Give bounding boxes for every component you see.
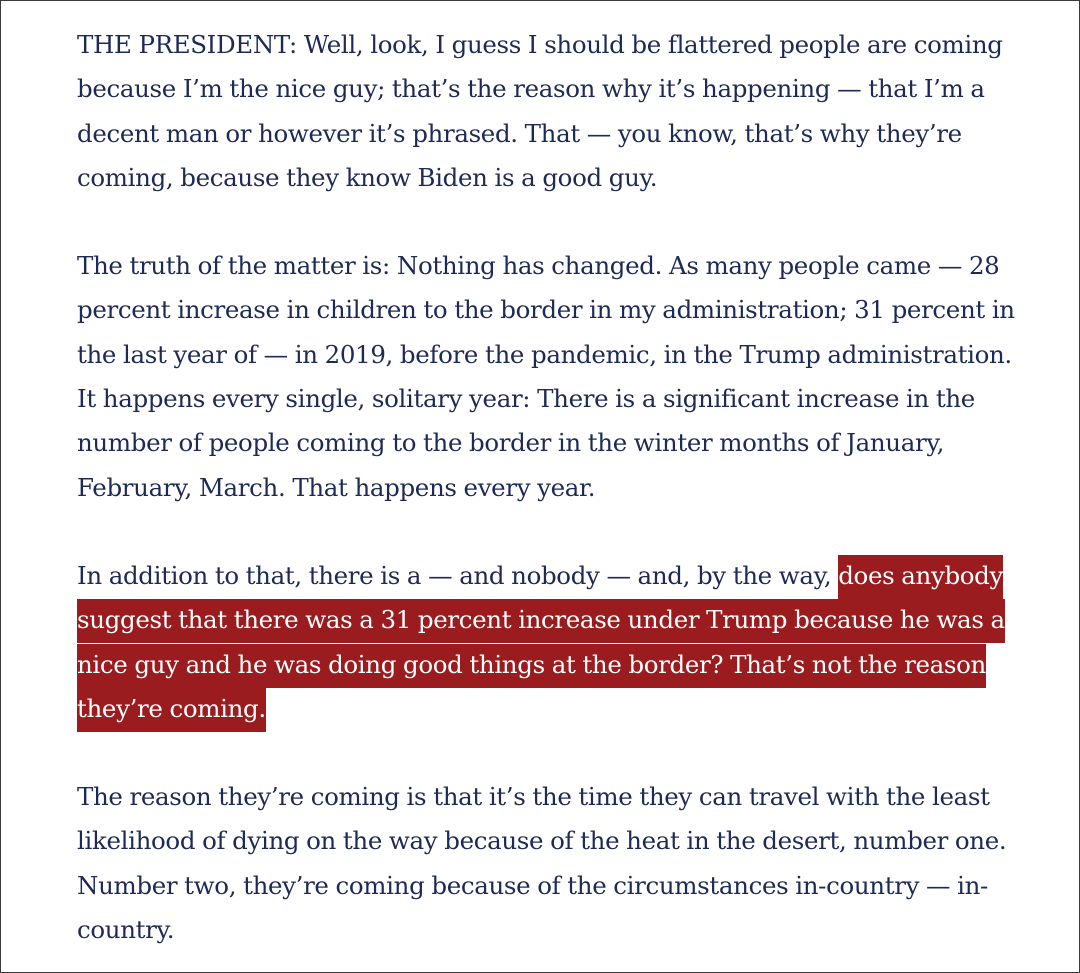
paragraph-3-lead-text: In addition to that, there is a — and nobody — and, by the way, bbox=[77, 560, 839, 590]
paragraph-2: The truth of the matter is: Nothing has changed. As many people came — 28 percent increase in children to the border in my administration; 31 percent in the last year of — in 2019, before the pandemic, in the Trump administration. It happens every single, solitary year: There is a significant increase in the number of people coming to the border in the winter months of January, February, March. That happens every year. bbox=[77, 251, 1015, 502]
paragraph-1: THE PRESIDENT: Well, look, I guess I should be flattered people are coming because I’m the nice guy; that’s the reason why it’s happening — that I’m a decent man or however it’s phrased. That — you know, that’s why they’re coming, because they know Biden is a good guy. bbox=[77, 30, 1003, 192]
paragraph-4: The reason they’re coming is that it’s the time they can travel with the least likelihood of dying on the way because of the heat in the desert, number one. Number two, they’re coming because of the circumstances in-country — in-country. bbox=[77, 782, 1007, 945]
highlighted-quote: does anybody suggest that there was a 31 percent increase under Trump because he was a nice guy and he was doing good things at the border? That’s not the reason they’re coming. bbox=[77, 555, 1005, 732]
article-body bbox=[77, 23, 1022, 973]
paragraph-3 bbox=[77, 554, 1022, 731]
